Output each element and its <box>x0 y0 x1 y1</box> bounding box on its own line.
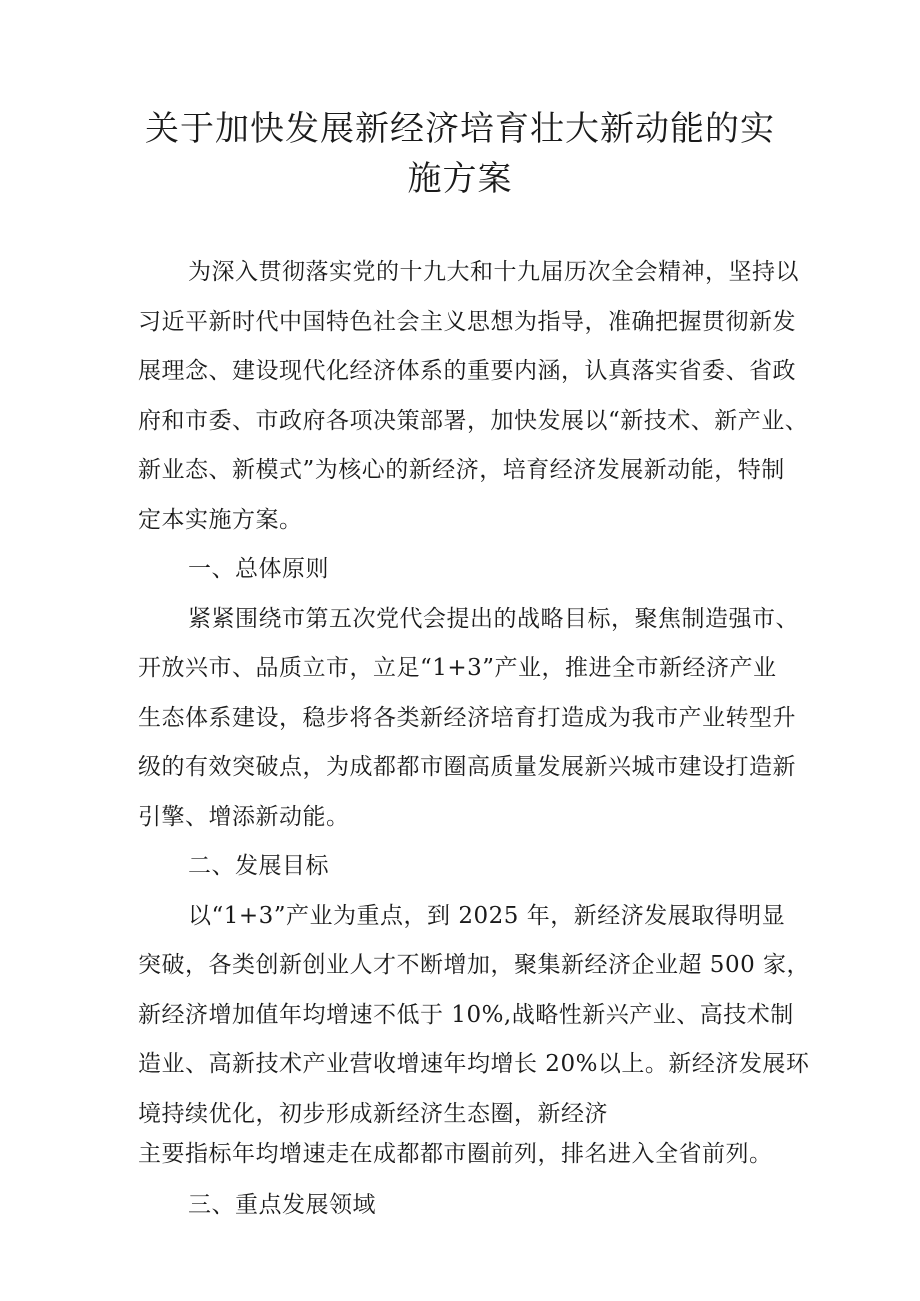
paragraph-3-line-5: 境持续优化，初步形成新经济生态圈，新经济 <box>138 1101 608 1127</box>
document-title-line-1: 关于加快发展新经济培育壮大新动能的实 <box>145 109 775 149</box>
section-heading-1: 一、总体原则 <box>188 556 329 582</box>
paragraph-2-line-4: 级的有效突破点，为成都都市圈高质量发展新兴城市建设打造新 <box>138 754 796 780</box>
paragraph-2-line-3: 生态体系建设，稳步将各类新经济培育打造成为我市产业转型升 <box>138 705 796 731</box>
paragraph-3-line-3: 新经济增加值年均增速不低于 10%,战略性新兴产业、高技术制 <box>138 1002 794 1028</box>
paragraph-1-line-2: 习近平新时代中国特色社会主义思想为指导，准确把握贯彻新发 <box>138 309 796 335</box>
paragraph-1-line-1: 为深入贯彻落实党的十九大和十九届历次全会精神，坚持以 <box>188 259 799 285</box>
paragraph-2-line-5: 引擎、增添新动能。 <box>138 804 350 830</box>
paragraph-1-line-6: 定本实施方案。 <box>138 507 303 533</box>
section-heading-3: 三、重点发展领域 <box>188 1192 376 1218</box>
paragraph-1-line-4: 府和市委、市政府各项决策部署，加快发展以“新技术、新产业、 <box>138 408 809 434</box>
paragraph-1-line-5: 新业态、新模式”为核心的新经济，培育经济发展新动能，特制 <box>138 457 785 483</box>
section-heading-2: 二、发展目标 <box>188 853 329 879</box>
paragraph-2-line-1: 紧紧围绕市第五次党代会提出的战略目标，聚焦制造强市、 <box>188 606 799 632</box>
paragraph-1-line-3: 展理念、建设现代化经济体系的重要内涵，认真落实省委、省政 <box>138 358 796 384</box>
paragraph-3-line-6: 主要指标年均增速走在成都都市圈前列，排名进入全省前列。 <box>138 1141 773 1167</box>
paragraph-3-line-4: 造业、高新技术产业营收增速年均增长 20%以上。新经济发展环 <box>138 1051 810 1077</box>
paragraph-2-line-2: 开放兴市、品质立市，立足“1+3”产业，推进全市新经济产业 <box>138 655 777 681</box>
paragraph-3-line-2: 突破，各类创新创业人才不断增加，聚集新经济企业超 500 家， <box>138 952 811 978</box>
document-title-line-2: 施方案 <box>407 159 513 199</box>
paragraph-3-line-1: 以“1+3”产业为重点，到 2025 年，新经济发展取得明显 <box>188 903 786 929</box>
